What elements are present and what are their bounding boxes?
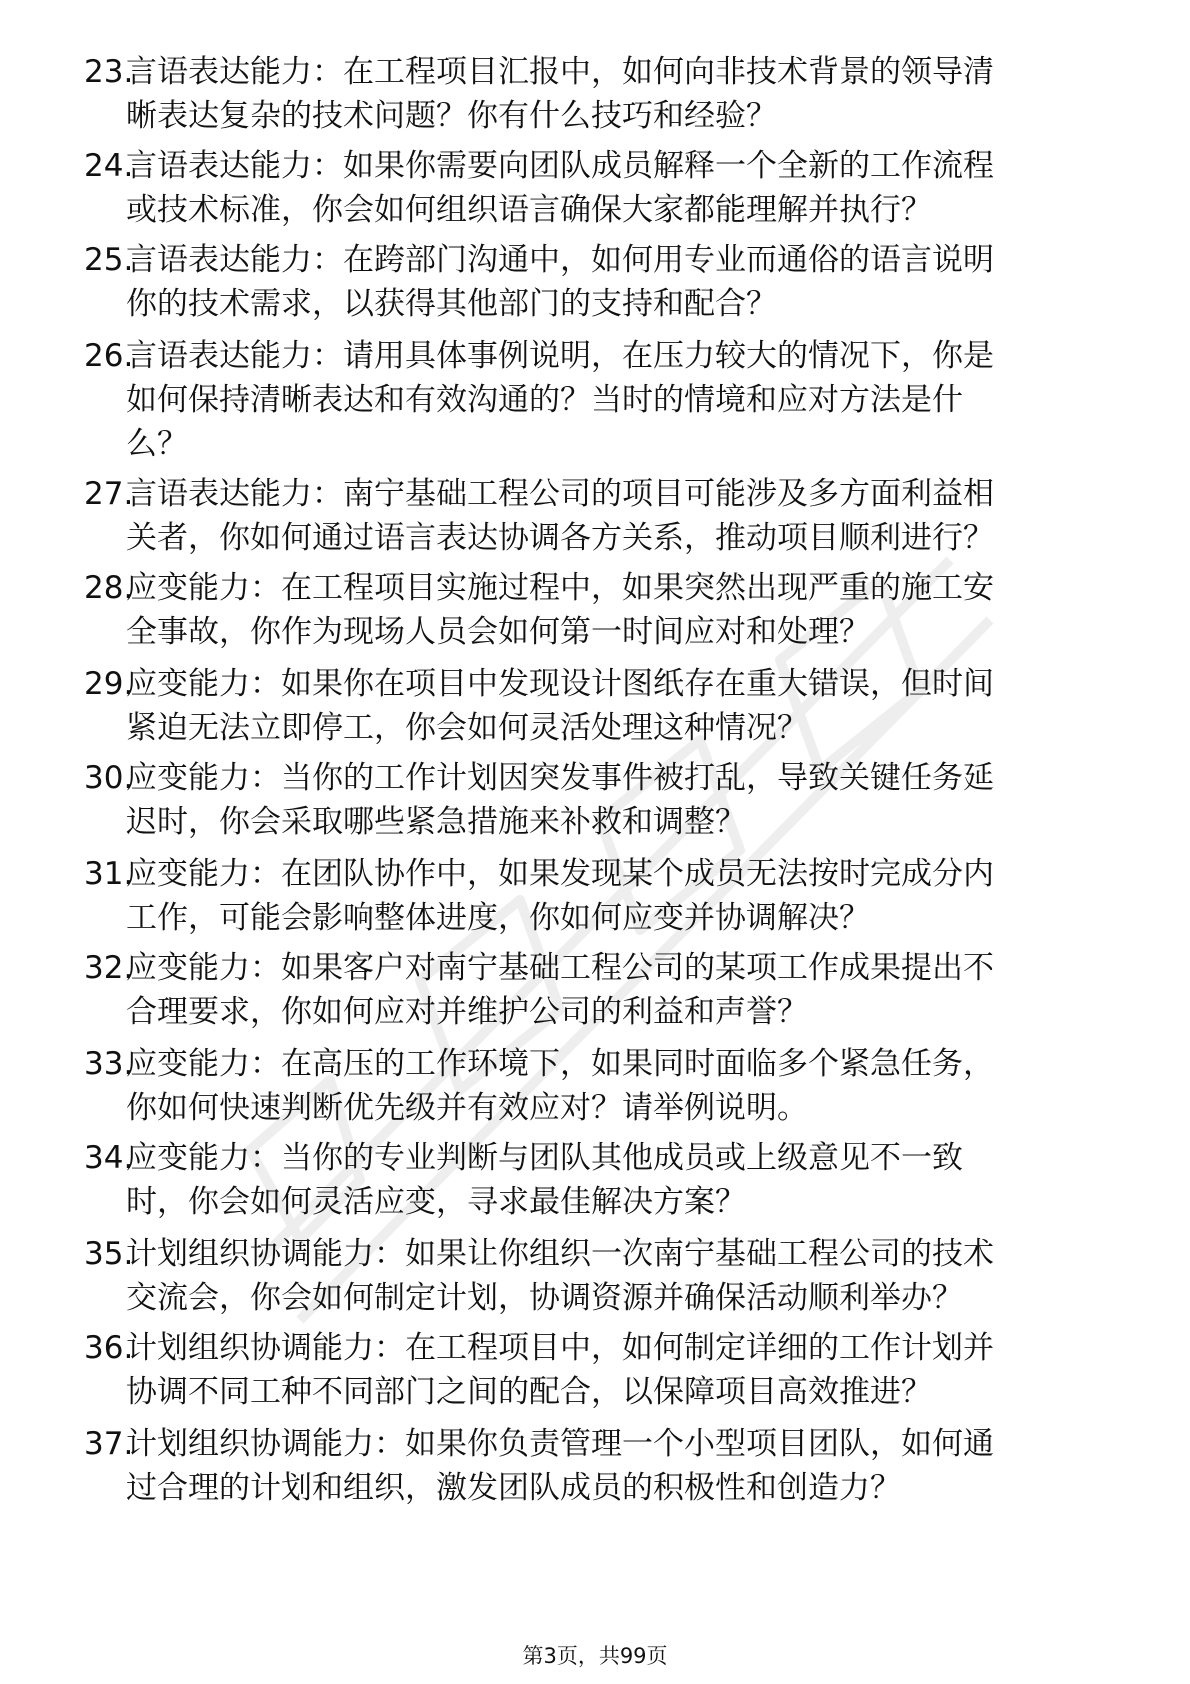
question-text-line: 你的技术需求，以获得其他部门的支持和配合？ [126, 286, 777, 322]
question-text-line: 应变能力：在团队协作中，如果发现某个成员无法按时完成分内 [126, 856, 994, 892]
question-number: 30. [84, 760, 134, 796]
question-text-line: 全事故，你作为现场人员会如何第一时间应对和处理？ [126, 614, 870, 650]
question-text-line: 应变能力：在工程项目实施过程中，如果突然出现严重的施工安 [126, 570, 994, 606]
question-number: 36. [84, 1330, 134, 1366]
question-number: 34. [84, 1140, 134, 1176]
question-number: 24. [84, 148, 134, 184]
question-text-line: 应变能力：当你的专业判断与团队其他成员或上级意见不一致 [126, 1140, 963, 1176]
question-text-line: 计划组织协调能力：如果让你组织一次南宁基础工程公司的技术 [126, 1236, 994, 1272]
question-text-line: 迟时，你会采取哪些紧急措施来补救和调整？ [126, 804, 746, 840]
question-text-line: 合理要求，你如何应对并维护公司的利益和声誉？ [126, 994, 808, 1030]
question-text-line: 如何保持清晰表达和有效沟通的？当时的情境和应对方法是什 [126, 382, 963, 418]
question-text-line: 时，你会如何灵活应变，寻求最佳解决方案？ [126, 1184, 746, 1220]
question-number: 31. [84, 856, 134, 892]
question-number: 26. [84, 338, 134, 374]
question-number: 27. [84, 476, 134, 512]
question-text-line: 紧迫无法立即停工，你会如何灵活处理这种情况？ [126, 710, 808, 746]
question-text-line: 计划组织协调能力：如果你负责管理一个小型项目团队，如何通 [126, 1426, 994, 1462]
question-number: 33. [84, 1046, 134, 1082]
question-text-line: 言语表达能力：如果你需要向团队成员解释一个全新的工作流程 [126, 148, 994, 184]
question-text-line: 应变能力：当你的工作计划因突发事件被打乱，导致关键任务延 [126, 760, 994, 796]
question-number: 28. [84, 570, 134, 606]
question-text-line: 协调不同工种不同部门之间的配合，以保障项目高效推进？ [126, 1374, 932, 1410]
question-text-line: 应变能力：如果你在项目中发现设计图纸存在重大错误，但时间 [126, 666, 994, 702]
question-text-line: 言语表达能力：南宁基础工程公司的项目可能涉及多方面利益相 [126, 476, 994, 512]
question-text-line: 言语表达能力：请用具体事例说明，在压力较大的情况下，你是 [126, 338, 994, 374]
question-text-line: 言语表达能力：在跨部门沟通中，如何用专业而通俗的语言说明 [126, 242, 994, 278]
question-text-line: 过合理的计划和组织，激发团队成员的积极性和创造力？ [126, 1470, 901, 1506]
question-text-line: 或技术标准，你会如何组织语言确保大家都能理解并执行？ [126, 192, 932, 228]
question-text-line: 计划组织协调能力：在工程项目中，如何制定详细的工作计划并 [126, 1330, 994, 1366]
question-number: 25. [84, 242, 134, 278]
question-number: 37. [84, 1426, 134, 1462]
question-text-line: 你如何快速判断优先级并有效应对？请举例说明。 [126, 1090, 808, 1126]
question-number: 29. [84, 666, 134, 702]
question-number: 23. [84, 54, 134, 90]
question-text-line: 关者，你如何通过语言表达协调各方关系，推动项目顺利进行？ [126, 520, 994, 556]
question-text-line: 应变能力：在高压的工作环境下，如果同时面临多个紧急任务， [126, 1046, 994, 1082]
question-text-line: 工作，可能会影响整体进度，你如何应变并协调解决？ [126, 900, 870, 936]
question-number: 35. [84, 1236, 134, 1272]
question-number: 32. [84, 950, 134, 986]
question-text-line: 应变能力：如果客户对南宁基础工程公司的某项工作成果提出不 [126, 950, 994, 986]
question-text-line: 言语表达能力：在工程项目汇报中，如何向非技术背景的领导清 [126, 54, 994, 90]
page-number: 第3页，共99页 [522, 1644, 668, 1668]
question-text-line: 么？ [126, 426, 188, 462]
question-text-line: 晰表达复杂的技术问题？你有什么技巧和经验？ [126, 98, 777, 134]
question-text-line: 交流会，你会如何制定计划，协调资源并确保活动顺利举办？ [126, 1280, 963, 1316]
